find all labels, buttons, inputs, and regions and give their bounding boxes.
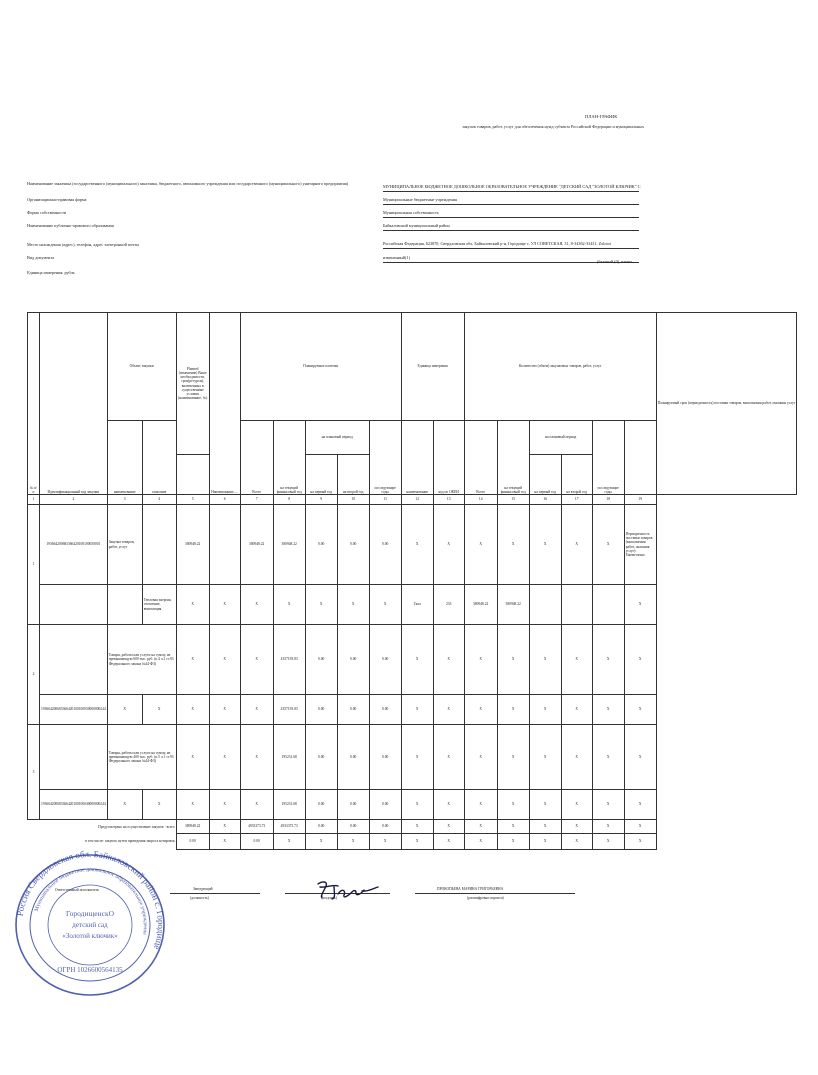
cell: 0.00 — [369, 625, 401, 695]
cell: X — [433, 820, 464, 834]
cell: 0.00 — [337, 725, 369, 790]
cell: X — [401, 505, 433, 585]
cell: X — [209, 834, 240, 850]
cell: X — [337, 834, 369, 850]
cell: 380948.22 — [497, 585, 529, 625]
field-public-entity-label: Наименование публично-правового образования — [27, 223, 114, 228]
svg-text:ГородищенскО: ГородищенскО — [65, 909, 115, 918]
cell: 4933373.73 — [240, 820, 273, 834]
table-row — [28, 790, 797, 820]
col-header-qty-next: последующие годы — [592, 421, 624, 495]
page-subtitle: закупок товаров, работ, услуг для обеспечения нужд субъекта Российской Федерации и муниципальных — [462, 124, 644, 129]
col-header-object: Объект закупки — [107, 313, 176, 421]
cell: X — [464, 505, 497, 585]
cell: 0.00 — [369, 790, 401, 820]
cell: 0.00 — [305, 505, 337, 585]
field-unit-label: Единица измерения: рубль — [27, 270, 75, 275]
cell: X — [209, 725, 240, 790]
field-org-form-value: Муниципальные бюджетные учреждения — [383, 197, 457, 202]
underline — [383, 230, 639, 231]
col-header-unit-code: код по ОКЕИ — [433, 421, 464, 495]
cell: X — [433, 505, 464, 585]
cell: X — [561, 725, 592, 790]
cell: X — [433, 625, 464, 695]
cell: X — [176, 725, 209, 790]
cell-period: Периодичность поставки товаров (выполнения работ, оказания услуг): Ежемесячно — [624, 505, 656, 585]
col-num: 8 — [273, 495, 305, 505]
cell: X — [209, 820, 240, 834]
cell: X — [209, 790, 240, 820]
col-header-vol-p2: на второй год — [337, 455, 369, 495]
cell: X — [529, 625, 561, 695]
cell: X — [240, 695, 273, 725]
col-num: 14 — [464, 495, 497, 505]
position-caption: (должность) — [190, 896, 209, 900]
cell: X — [433, 790, 464, 820]
cell: X — [529, 820, 561, 834]
cell: 0.00 — [337, 790, 369, 820]
cell: X — [561, 790, 592, 820]
cell: X — [401, 820, 433, 834]
cell — [592, 585, 624, 625]
col-header-qty-p2: на второй год — [561, 455, 592, 495]
cell: 0.00 — [337, 625, 369, 695]
cell: X — [497, 790, 529, 820]
cell — [40, 725, 108, 790]
cell: X — [464, 834, 497, 850]
cell — [142, 505, 176, 585]
cell: X — [240, 625, 273, 695]
cell: X — [401, 790, 433, 820]
col-num: 2 — [40, 495, 108, 505]
cell: X — [209, 625, 240, 695]
cell: X — [592, 820, 624, 834]
col-num: 1 — [28, 495, 40, 505]
field-address-label: Место нахождения (адрес), телефон, адрес электронной почты — [27, 242, 139, 247]
col-num: 6 — [209, 495, 240, 505]
cell: X — [240, 585, 273, 625]
cell: X — [464, 625, 497, 695]
field-doc-type-label: Вид документа — [27, 255, 54, 260]
col-num: 10 — [337, 495, 369, 505]
col-num: 3 — [107, 495, 142, 505]
cell: 0.00 — [369, 725, 401, 790]
col-num: 18 — [592, 495, 624, 505]
cell: 0.00 — [369, 820, 401, 834]
field-doc-type-value: измененный(1) — [383, 255, 410, 260]
cell: 0.00 — [337, 820, 369, 834]
col-header-obj-desc: описание — [142, 421, 176, 495]
totals-row — [28, 834, 797, 850]
cell: X — [401, 834, 433, 850]
col-header-prior: Planned (изменение) Ваше необходимости, срок(ресурсы), включенных в существенные условия (наименование, №) — [176, 313, 209, 455]
cell: X — [273, 585, 305, 625]
cell: 4357193.83 — [273, 625, 305, 695]
table-row — [28, 695, 797, 725]
cell: 380948.22 — [240, 505, 273, 585]
cell: X — [240, 725, 273, 790]
svg-text:«Золотой ключик»: «Золотой ключик» — [62, 932, 118, 940]
cell: 380948.22 — [176, 820, 209, 834]
cell-obj-name: Товары, работы или услуги на сумму, не превышающую 600 тыс. руб. (п.4 ч.1 ст.93 Федерального закона №44-ФЗ) — [107, 625, 176, 695]
cell: X — [433, 834, 464, 850]
cell: 0.00 — [369, 505, 401, 585]
cell-obj-desc: Тепловая энергия, отопление, вентиляция — [142, 585, 176, 625]
cell — [107, 585, 142, 625]
cell: X — [273, 834, 305, 850]
cell: 0.00 — [305, 625, 337, 695]
cell: X — [369, 585, 401, 625]
cell: 0.00 — [240, 834, 273, 850]
cell: X — [529, 790, 561, 820]
cell-no: 3 — [28, 725, 40, 820]
cell: X — [592, 695, 624, 725]
cell: X — [176, 695, 209, 725]
cell: X — [305, 834, 337, 850]
cell: X — [592, 725, 624, 790]
cell: X — [592, 625, 624, 695]
cell: X — [464, 820, 497, 834]
field-public-entity-value: Байкаловский муниципальный район — [383, 223, 450, 228]
cell — [209, 505, 240, 585]
col-num: 11 — [369, 495, 401, 505]
handwritten-signature — [312, 878, 382, 902]
cell — [561, 585, 592, 625]
cell: X — [464, 725, 497, 790]
signature-caption: (подпись) — [322, 896, 337, 900]
cell: X — [209, 695, 240, 725]
cell: X — [561, 695, 592, 725]
cell: X — [561, 834, 592, 850]
cell: X — [497, 820, 529, 834]
cell: X — [561, 625, 592, 695]
signer-name: ПРОКОПЬЕВА МАРИНА ГРИГОРЬЕВНА — [437, 887, 504, 891]
col-header-payments: Планируемые платежи — [240, 313, 401, 421]
cell: X — [497, 834, 529, 850]
col-header-unit: Единица измерения — [401, 313, 464, 421]
cell: X — [529, 695, 561, 725]
cell: 195231.68 — [273, 725, 305, 790]
cell: X — [497, 505, 529, 585]
cell: X — [401, 725, 433, 790]
col-header-vol-plan: на плановый период — [305, 421, 369, 455]
table-row — [28, 585, 797, 625]
cell: X — [624, 790, 656, 820]
col-num: 13 — [433, 495, 464, 505]
col-num: 9 — [305, 495, 337, 505]
cell: X — [529, 725, 561, 790]
procurement-table — [27, 312, 797, 850]
svg-text:детский сад: детский сад — [72, 921, 108, 929]
col-header-vol-p1: на первый год — [305, 455, 337, 495]
cell-ikz: 193664200683366420100100050001 — [40, 505, 108, 585]
col-header-obj-name: наименование — [107, 421, 142, 495]
field-ownership-value: Муниципальная собственность — [383, 210, 439, 215]
cell: X — [176, 790, 209, 820]
underline — [383, 217, 639, 218]
col-num: 17 — [561, 495, 592, 505]
cell: 233 — [433, 585, 464, 625]
cell — [40, 625, 108, 695]
cell: X — [624, 625, 656, 695]
cell: X — [497, 725, 529, 790]
cell: X — [624, 834, 656, 850]
cell: X — [176, 625, 209, 695]
cell: X — [624, 585, 656, 625]
page-title: ПЛАН-ГРАФИК — [585, 114, 618, 119]
field-customer-label: Наименование заказчика (государственного (муниципального) заказчика, бюджетного, автономного учреждения или государственного (муниципального) унитарного предприятия) — [27, 181, 349, 186]
cell: X — [592, 790, 624, 820]
col-header-prior-num: Наименование, ... — [209, 313, 240, 495]
cell: X — [305, 585, 337, 625]
cell: 0.00 — [369, 695, 401, 725]
table-row — [28, 725, 797, 790]
col-num: 15 — [497, 495, 529, 505]
col-num: 19 — [624, 495, 656, 505]
totals-row — [28, 820, 797, 834]
col-header-qty: Количество (объем) закупаемых товаров, работ, услуг — [464, 313, 656, 421]
col-header-qty-total: Всего — [464, 421, 497, 495]
cell-ikz: 193664200683366420100100030000000244 — [40, 695, 108, 725]
col-header-period: Планируемый срок (периодичность) поставки товаров, выполнения работ, оказания услуг — [656, 313, 797, 495]
cell-ikz: 193664200683366420100100040000000244 — [40, 790, 108, 820]
col-header-qty-plan: на плановый период — [529, 421, 592, 455]
underline — [415, 893, 575, 894]
cell: 380948.22 — [176, 505, 209, 585]
cell: X — [107, 790, 142, 820]
field-customer-value: МУНИЦИПАЛЬНОЕ БЮДЖЕТНОЕ ДОШКОЛЬНОЕ ОБРАЗОВАТЕЛЬНОЕ УЧРЕЖДЕНИЕ "ДЕТСКИЙ САД "ЗОЛОТОЙ КЛЮЧИК" С — [383, 184, 641, 189]
cell-obj-name: Закупка товаров, работ, услуг — [107, 505, 142, 585]
cell: 195231.68 — [273, 790, 305, 820]
table-row — [28, 625, 797, 695]
cell: X — [624, 695, 656, 725]
col-header-no: № п/п — [28, 313, 40, 495]
cell: X — [107, 695, 142, 725]
cell: X — [401, 695, 433, 725]
cell: X — [337, 585, 369, 625]
cell-obj-name: Товары, работы или услуги на сумму, не превышающую 400 тыс. руб. (п.5 ч.1 ст.93 Федерального закона №44-ФЗ) — [107, 725, 176, 790]
cell: 380948.22 — [464, 585, 497, 625]
cell: X — [401, 625, 433, 695]
svg-text:ОГРН 1026600564135: ОГРН 1026600564135 — [57, 966, 123, 974]
cell-no: 2 — [28, 625, 40, 725]
cell: X — [561, 505, 592, 585]
field-doc-type-note: (базовый (0), измен — [597, 259, 632, 264]
col-num: 5 — [176, 495, 209, 505]
col-header-qty-p1: на первый год — [529, 455, 561, 495]
col-header-vol-next: последующие годы — [369, 421, 401, 495]
official-stamp — [10, 850, 170, 1000]
cell: X — [176, 585, 209, 625]
cell: Гкал — [401, 585, 433, 625]
field-address-value: Российская Федерация, 623870, Свердловская обл, Байкаловский р-н, Городище с, УЛ СОВЕТСКАЯ, 31, 8-34362-33431, Zolotoi — [383, 241, 611, 246]
column-numbers-row — [28, 495, 797, 505]
underline — [383, 191, 639, 192]
cell: 0.00 — [176, 834, 209, 850]
cell — [40, 585, 108, 625]
cell: X — [142, 790, 176, 820]
name-caption: (расшифровка подписи) — [467, 896, 504, 900]
signer-position: Заведующий — [193, 887, 213, 891]
cell: X — [497, 695, 529, 725]
cell: 0.00 — [305, 820, 337, 834]
col-header-unit-name: наименование — [401, 421, 433, 495]
cell: X — [142, 695, 176, 725]
cell: 0.00 — [305, 790, 337, 820]
cell: 0.00 — [337, 505, 369, 585]
cell: X — [464, 695, 497, 725]
cell: 0.00 — [305, 695, 337, 725]
underline — [383, 204, 639, 205]
cell: X — [561, 820, 592, 834]
underline — [383, 248, 639, 249]
underline — [170, 893, 260, 894]
field-ownership-label: Форма собственности — [27, 210, 67, 215]
col-header-vol-total: Всего — [240, 421, 273, 495]
col-header-qty-cur: на текущий финансовый год — [497, 421, 529, 495]
cell: X — [240, 790, 273, 820]
col-header-ikz: Идентификационный код закупки — [40, 313, 108, 495]
svg-text:Россия Свердловская обл. Байка: Россия Свердловская обл. Байкаловский район с. Городище — [14, 850, 167, 952]
cell: X — [592, 505, 624, 585]
cell: X — [433, 695, 464, 725]
cell: 4933373.73 — [273, 820, 305, 834]
svg-text:Муниципальное бюджетное дошкол: Муниципальное бюджетное дошкольное образовательное учреждение — [33, 866, 149, 936]
cell — [529, 585, 561, 625]
cell: 0.00 — [305, 725, 337, 790]
table-row — [28, 505, 797, 585]
cell: X — [369, 834, 401, 850]
field-org-form-label: Организационно-правовая форма — [27, 197, 87, 202]
col-num: 4 — [142, 495, 176, 505]
cell: X — [529, 505, 561, 585]
cell: 0.00 — [337, 695, 369, 725]
responsible-label: Ответственный исполнитель — [55, 888, 99, 892]
cell: 380948.22 — [273, 505, 305, 585]
cell: X — [464, 790, 497, 820]
totals-label: Предусмотрено на осуществление закупок - всего — [98, 824, 175, 829]
cell: X — [497, 625, 529, 695]
cell: 4357193.83 — [273, 695, 305, 725]
col-num: 12 — [401, 495, 433, 505]
cell: X — [433, 725, 464, 790]
cell-no: 1 — [28, 505, 40, 625]
cell: X — [209, 585, 240, 625]
col-header-vol-cur: на текущий финансовый год — [273, 421, 305, 495]
cell: X — [624, 820, 656, 834]
cell: X — [529, 834, 561, 850]
cell: X — [624, 725, 656, 790]
col-num: 16 — [529, 495, 561, 505]
cell: X — [592, 834, 624, 850]
col-num: 7 — [240, 495, 273, 505]
totals-label: в том числе: закупок путем проведения запроса котировок — [85, 839, 175, 844]
col-header-prior-sub — [176, 455, 209, 495]
